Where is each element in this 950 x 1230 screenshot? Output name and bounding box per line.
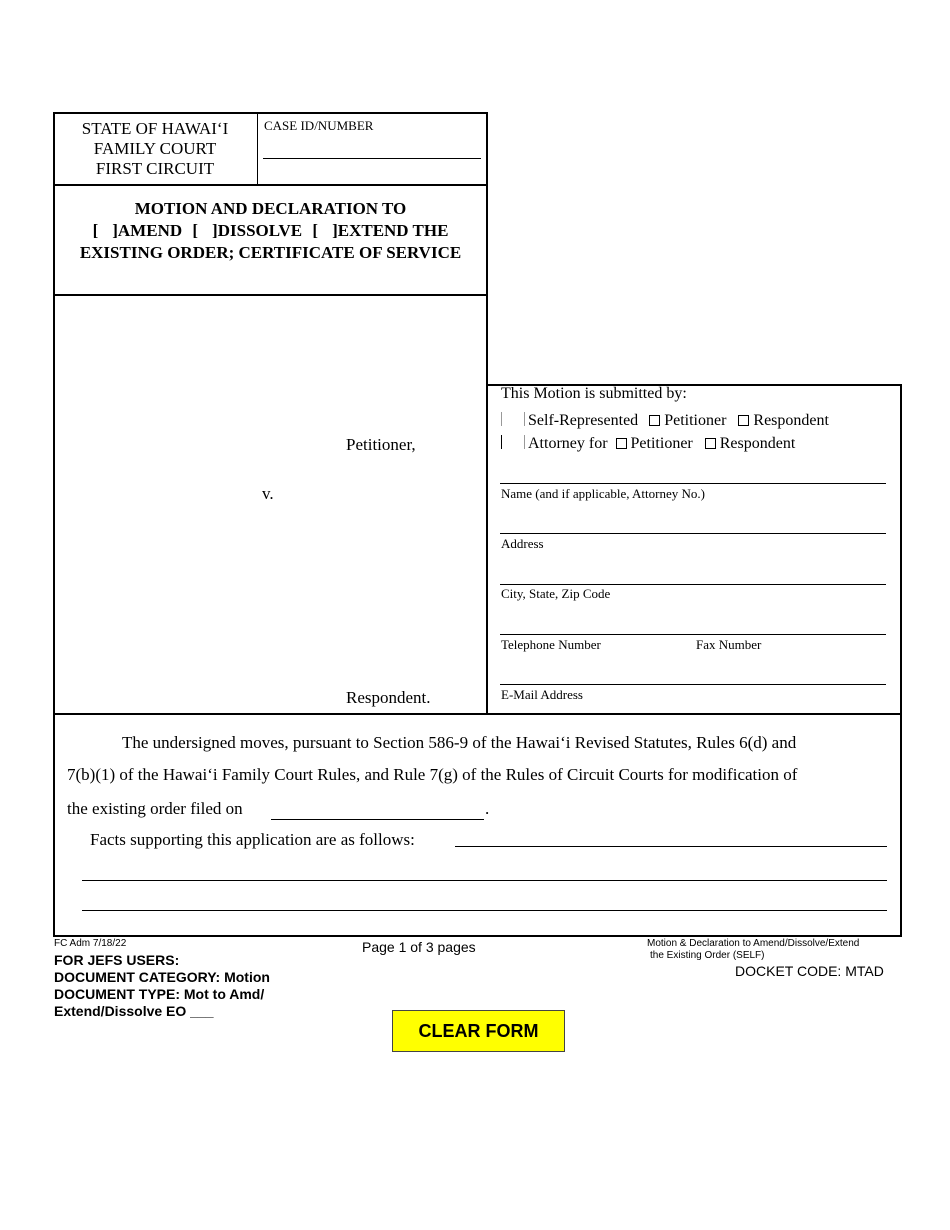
email-label: E-Mail Address bbox=[501, 687, 583, 702]
attorney-for-label: Attorney for bbox=[528, 435, 608, 452]
jefs-line3: DOCUMENT TYPE: Mot to Amd/ bbox=[54, 986, 265, 1002]
telephone-label: Telephone Number bbox=[501, 637, 601, 652]
body-bottom-border bbox=[53, 935, 902, 937]
court-name: FAMILY COURT bbox=[93, 139, 217, 158]
telephone-input[interactable] bbox=[500, 613, 692, 635]
amend-label: AMEND bbox=[117, 221, 183, 240]
attorney-petitioner-label: Petitioner bbox=[630, 435, 693, 452]
self-petitioner-checkbox[interactable] bbox=[649, 415, 660, 426]
extend-label: EXTEND THE bbox=[337, 221, 449, 240]
caption-top-border bbox=[53, 112, 487, 114]
fax-label: Fax Number bbox=[696, 637, 762, 652]
court-circuit: FIRST CIRCUIT bbox=[95, 159, 215, 178]
attorney-respondent-label: Respondent bbox=[719, 435, 796, 452]
attorney-checkbox[interactable] bbox=[501, 435, 528, 449]
self-respondent-label: Respondent bbox=[753, 412, 829, 429]
self-respondent-checkbox[interactable] bbox=[738, 415, 749, 426]
dissolve-label: DISSOLVE bbox=[217, 221, 303, 240]
respondent-name-input[interactable] bbox=[62, 620, 462, 642]
docket-code: DOCKET CODE: MTAD bbox=[735, 963, 884, 979]
caption-right-border bbox=[486, 112, 488, 714]
versus-label: v. bbox=[262, 484, 274, 503]
attorney-petitioner-checkbox[interactable] bbox=[616, 438, 627, 449]
case-id-input[interactable] bbox=[263, 138, 481, 159]
self-represented-checkbox[interactable] bbox=[501, 412, 528, 426]
body-top-border bbox=[53, 713, 902, 715]
doc-title-footer bbox=[647, 938, 859, 962]
city-state-zip-label: City, State, Zip Code bbox=[501, 586, 611, 601]
case-id-label: CASE ID/NUMBER bbox=[264, 118, 374, 133]
petitioner-label: Petitioner, bbox=[346, 435, 416, 454]
extend-checkbox[interactable]: [ ] bbox=[312, 221, 338, 240]
attorney-respondent-checkbox[interactable] bbox=[705, 438, 716, 449]
body-line2: 7(b)(1) of the Hawai‘i Family Court Rules, and Rule 7(g) of the Rules of Circuit Courts for modification of bbox=[67, 765, 798, 784]
facts-input-line1[interactable] bbox=[455, 826, 887, 847]
jefs-block bbox=[54, 952, 270, 1020]
doc-title-line1: Motion & Declaration to Amend/Dissolve/Extend bbox=[647, 938, 860, 949]
jefs-line1: FOR JEFS USERS: bbox=[54, 952, 180, 968]
email-input[interactable] bbox=[500, 663, 886, 685]
page-number: Page 1 of 3 pages bbox=[362, 939, 476, 955]
address-label: Address bbox=[501, 536, 544, 551]
facts-input-line3[interactable] bbox=[82, 890, 887, 911]
name-input[interactable] bbox=[500, 462, 886, 484]
jefs-line4: Extend/Dissolve EO ___ bbox=[54, 1003, 214, 1019]
page-right-border bbox=[900, 384, 902, 936]
court-header bbox=[55, 119, 255, 179]
court-state: STATE OF HAWAI‘I bbox=[81, 119, 229, 138]
amend-checkbox[interactable]: [ ] bbox=[92, 221, 118, 240]
dissolve-checkbox[interactable]: [ ] bbox=[192, 221, 218, 240]
title-line2 bbox=[55, 220, 486, 242]
body-line3-period: . bbox=[485, 799, 490, 818]
jefs-line2: DOCUMENT CATEGORY: Motion bbox=[54, 969, 270, 985]
address-input[interactable] bbox=[500, 512, 886, 534]
facts-label: Facts supporting this application are as follows: bbox=[90, 830, 415, 849]
fax-input[interactable] bbox=[692, 613, 886, 635]
title-line3: EXISTING ORDER; CERTIFICATE OF SERVICE bbox=[79, 243, 462, 262]
submitted-heading: This Motion is submitted by: bbox=[501, 385, 687, 402]
respondent-label: Respondent. bbox=[346, 688, 431, 707]
facts-input-line2[interactable] bbox=[82, 860, 887, 881]
body-line1: The undersigned moves, pursuant to Section 586-9 of the Hawai‘i Revised Statutes, Rules 6(d) and bbox=[122, 733, 797, 752]
title-top-border bbox=[53, 184, 487, 186]
petitioner-name-input[interactable] bbox=[62, 380, 462, 402]
doc-title-line2: the Existing Order (SELF) bbox=[650, 950, 765, 961]
order-filed-date-input[interactable] bbox=[271, 799, 484, 820]
attorney-row bbox=[501, 435, 795, 453]
form-id: FC Adm 7/18/22 bbox=[54, 938, 127, 949]
self-petitioner-label: Petitioner bbox=[664, 412, 727, 429]
city-state-zip-input[interactable] bbox=[500, 563, 886, 585]
self-represented-label: Self-Represented bbox=[528, 412, 639, 429]
form-title bbox=[55, 198, 486, 264]
title-line1: MOTION AND DECLARATION TO bbox=[134, 199, 407, 218]
self-represented-row bbox=[501, 412, 829, 430]
name-label: Name (and if applicable, Attorney No.) bbox=[501, 486, 705, 501]
clear-form-button[interactable]: CLEAR FORM bbox=[392, 1010, 565, 1052]
case-id-divider bbox=[257, 112, 258, 184]
title-bottom-border bbox=[53, 294, 487, 296]
body-line3-label: the existing order filed on bbox=[67, 799, 243, 818]
